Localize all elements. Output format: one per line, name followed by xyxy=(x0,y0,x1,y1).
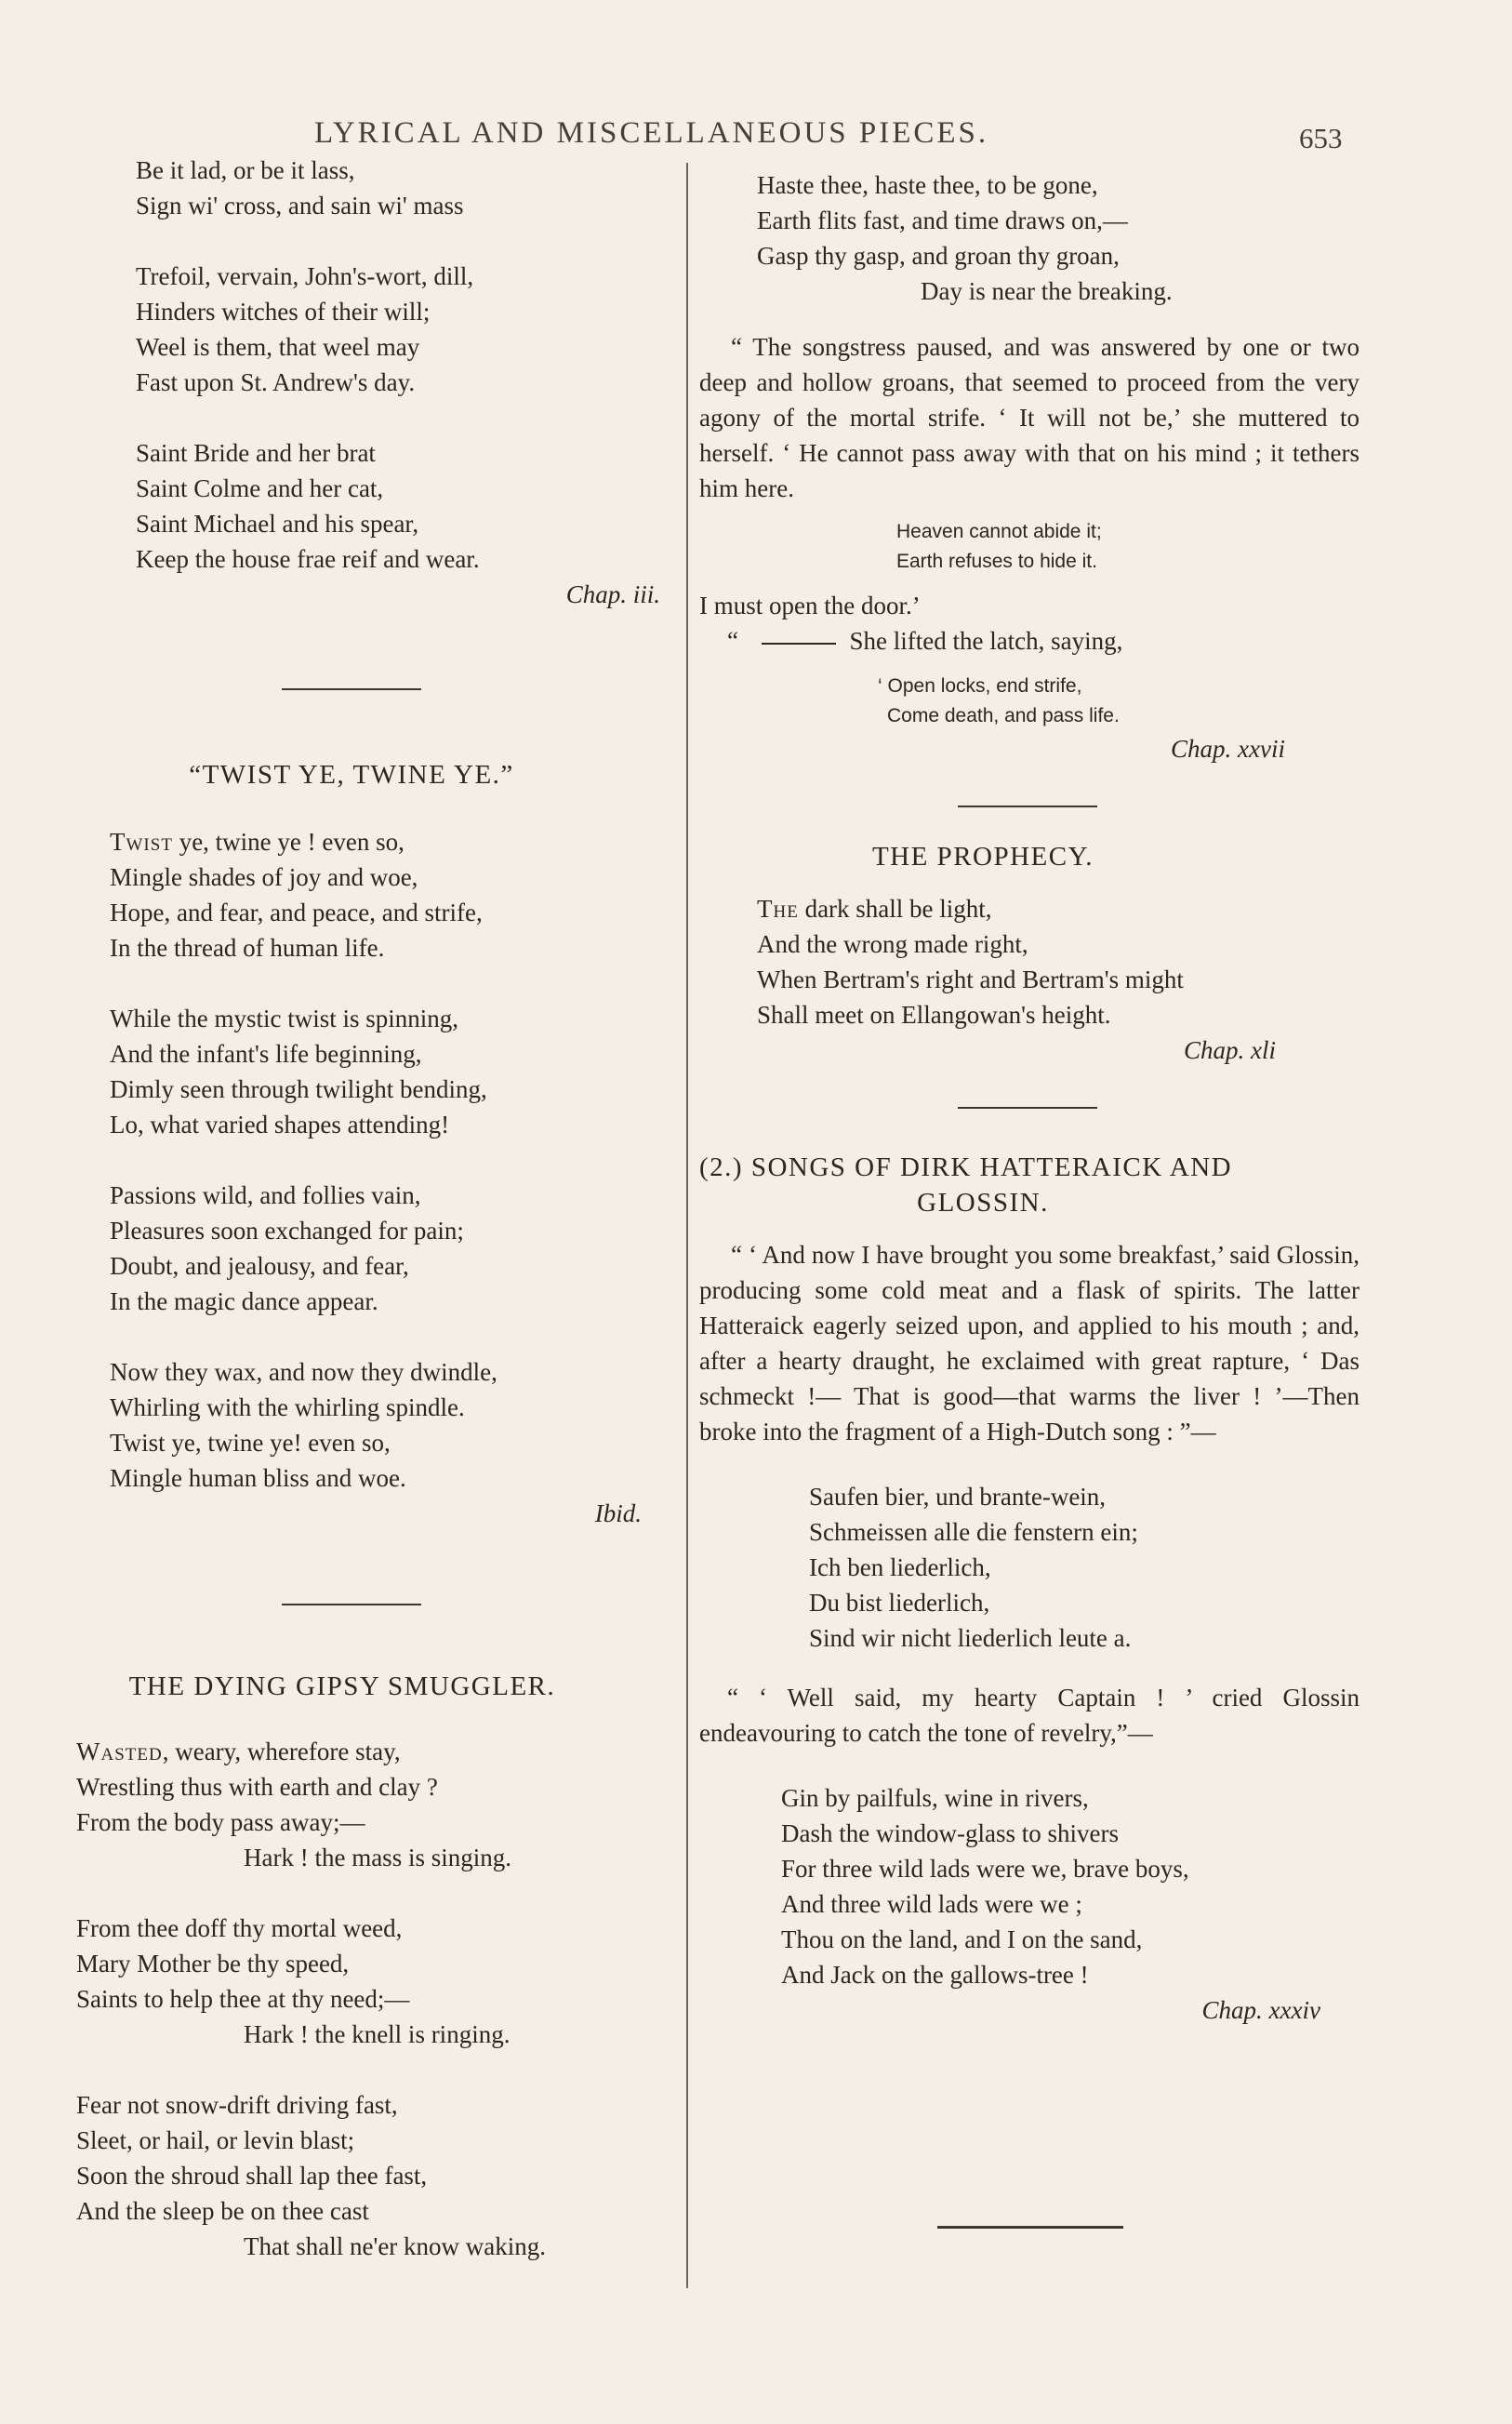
verse-line: Earth refuses to hide it. xyxy=(896,551,1097,572)
verse-line: Haste thee, haste thee, to be gone, xyxy=(757,171,1098,199)
running-title: LYRICAL AND MISCELLANEOUS PIECES. xyxy=(314,116,989,150)
verse-line: And the wrong made right, xyxy=(757,930,1028,958)
verse-line: Mingle shades of joy and woe, xyxy=(110,863,418,891)
verse-line: When Bertram's right and Bertram's might xyxy=(757,966,1184,993)
verse-line: Hark ! the mass is singing. xyxy=(244,1844,511,1871)
songs-title-line2: GLOSSIN. xyxy=(917,1188,1049,1218)
verse-line: And the infant's life beginning, xyxy=(110,1040,422,1068)
verse-line: Du bist liederlich, xyxy=(809,1589,990,1617)
gipsy-stanza-3 xyxy=(76,2087,630,2264)
citation-ibid: Ibid. xyxy=(594,1499,642,1527)
verse-line: Hope, and fear, and peace, and strife, xyxy=(110,899,483,926)
charm-stanza-3 xyxy=(136,435,630,577)
verse-line: Come death, and pass life. xyxy=(887,705,1120,726)
verse-line: Trefoil, vervain, John's-wort, dill, xyxy=(136,262,474,290)
verse-line: In the thread of human life. xyxy=(110,934,385,962)
citation-chap-iii: Chap. iii. xyxy=(565,580,660,608)
verse-line: Shall meet on Ellangowan's height. xyxy=(757,1001,1111,1029)
drop-word: Wasted xyxy=(76,1738,163,1765)
verse-line: Day is near the breaking. xyxy=(921,277,1173,305)
page-number: 653 xyxy=(1299,122,1343,154)
open-locks-verse xyxy=(878,672,1359,731)
verse-line: Mary Mother be thy speed, xyxy=(76,1950,350,1978)
section-rule xyxy=(958,806,1097,807)
verse-line: Now they wax, and now they dwindle, xyxy=(110,1358,497,1386)
drop-word: The xyxy=(757,895,799,923)
dutch-song xyxy=(809,1479,1359,1656)
verse-line-rest: , weary, wherefore stay, xyxy=(162,1738,401,1765)
verse-line: Sign wi' cross, and sain wi' mass xyxy=(136,192,464,220)
verse-line: Saint Colme and her cat, xyxy=(136,474,384,502)
verse-line: For three wild lads were we, brave boys, xyxy=(781,1855,1189,1883)
twist-stanza-4 xyxy=(110,1354,630,1496)
twist-stanza-3 xyxy=(110,1178,630,1319)
verse-line: Dimly seen through twilight bending, xyxy=(110,1075,487,1103)
left-column xyxy=(73,153,660,2264)
verse-line: Fear not snow-drift driving fast, xyxy=(76,2091,398,2119)
verse-line: Saint Bride and her brat xyxy=(136,439,376,467)
latch-text: She lifted the latch, saying, xyxy=(849,627,1123,655)
right-column xyxy=(699,167,1359,2028)
verse-line: And three wild lads were we ; xyxy=(781,1890,1082,1918)
verse-line: Sleet, or hail, or levin blast; xyxy=(76,2126,355,2154)
verse-line-rest: ye, twine ye ! even so, xyxy=(172,828,405,856)
haste-stanza xyxy=(757,167,1359,309)
prose-well-said: “ ‘ Well said, my hearty Captain ! ’ cried Glossin endeavouring to catch the tone of revelry,”— xyxy=(699,1684,1359,1747)
section-rule xyxy=(282,1604,421,1605)
charm-stanza-1 xyxy=(136,153,630,223)
verse-line: Gasp thy gasp, and groan thy groan, xyxy=(757,242,1120,270)
verse-line: Hark ! the knell is ringing. xyxy=(244,2020,511,2048)
verse-line: Sind wir nicht liederlich leute a. xyxy=(809,1624,1132,1652)
verse-line: Weel is them, that weel may xyxy=(136,333,420,361)
twist-stanza-1 xyxy=(110,824,630,966)
verse-line: From the body pass away;— xyxy=(76,1808,365,1836)
section-rule xyxy=(282,688,421,690)
charm-stanza-2 xyxy=(136,259,630,400)
prose-songstress: “ The songstress paused, and was answered by one or two deep and hollow groans, that seemed to proceed from the very agony of the mortal strife. ‘ It will not be,’ she muttered to herself. ‘ He cannot pass away with that on his mind ; it tethers him here. xyxy=(699,333,1359,502)
twist-ye-title: “TWIST YE, TWINE YE.” xyxy=(189,760,514,790)
verse-line: Doubt, and jealousy, and fear, xyxy=(110,1252,409,1280)
verse-line: Saint Michael and his spear, xyxy=(136,510,419,538)
verse-line xyxy=(110,824,630,859)
verse-line: That shall ne'er know waking. xyxy=(244,2232,547,2260)
verse-line: And Jack on the gallows-tree ! xyxy=(781,1961,1089,1989)
prophecy-title: THE PROPHECY. xyxy=(871,842,1094,872)
verse-line: Be it lad, or be it lass, xyxy=(136,156,355,184)
heaven-verse xyxy=(896,517,1359,577)
open-quote: “ xyxy=(727,627,738,655)
verse-line: Soon the shroud shall lap thee fast, xyxy=(76,2162,428,2190)
gipsy-stanza-2 xyxy=(76,1911,630,2052)
verse-line: Twist ye, twine ye! even so, xyxy=(110,1429,391,1457)
twist-stanza-2 xyxy=(110,1001,630,1142)
verse-line xyxy=(757,891,1359,926)
prophecy-stanza xyxy=(757,891,1359,1032)
verse-line: From thee doff thy mortal weed, xyxy=(76,1914,403,1942)
verse-line: Whirling with the whirling spindle. xyxy=(110,1393,465,1421)
verse-line: Pleasures soon exchanged for pain; xyxy=(110,1217,464,1245)
verse-line: While the mystic twist is spinning, xyxy=(110,1005,458,1032)
column-divider xyxy=(686,163,688,2288)
verse-line: Saufen bier, und brante-wein, xyxy=(809,1483,1107,1511)
verse-line: Schmeissen alle die fenstern ein; xyxy=(809,1518,1138,1546)
verse-line: ‘ Open locks, end strife, xyxy=(878,675,1082,697)
verse-line: Heaven cannot abide it; xyxy=(896,521,1102,542)
verse-line-rest: dark shall be light, xyxy=(798,895,992,923)
dying-gipsy-title: THE DYING GIPSY SMUGGLER. xyxy=(128,1671,556,1701)
verse-line: Fast upon St. Andrew's day. xyxy=(136,368,416,396)
verse-line: And the sleep be on thee cast xyxy=(76,2197,369,2225)
verse-line xyxy=(76,1734,630,1769)
verse-line: Gin by pailfuls, wine in rivers, xyxy=(781,1784,1089,1812)
songs-title-line1: (2.) SONGS OF DIRK HATTERAICK AND xyxy=(699,1152,1233,1182)
gin-song xyxy=(781,1780,1359,1992)
citation-chap-xxxiv: Chap. xxxiv xyxy=(1201,1996,1320,2024)
prose-open-door: I must open the door.’ xyxy=(699,592,921,619)
citation-chap-xli: Chap. xli xyxy=(1184,1036,1276,1064)
verse-line: Ich ben liederlich, xyxy=(809,1553,991,1581)
closing-rule xyxy=(937,2226,1123,2229)
prose-breakfast: “ ‘ And now I have brought you some breakfast,’ said Glossin, producing some cold meat and a flask of spirits. The latter Hatteraick eagerly seized upon, and applied to his mouth ; and, after a hearty draught, he exclaimed with great rapture, ‘ Das schmeckt !— That is good—that warms the liver ! ’—Then broke into the fragment of a High-Dutch song : ”— xyxy=(699,1241,1359,1445)
citation-chap-xxvii: Chap. xxvii xyxy=(1171,735,1285,763)
verse-line: In the magic dance appear. xyxy=(110,1287,378,1315)
verse-line: Mingle human bliss and woe. xyxy=(110,1464,406,1492)
drop-word: Twist xyxy=(110,828,173,856)
dash-rule xyxy=(762,643,836,645)
verse-line: Saints to help thee at thy need;— xyxy=(76,1985,410,2013)
verse-line: Hinders witches of their will; xyxy=(136,298,431,326)
gipsy-stanza-1 xyxy=(76,1734,630,1875)
verse-line: Dash the window-glass to shivers xyxy=(781,1819,1119,1847)
verse-line: Thou on the land, and I on the sand, xyxy=(781,1925,1143,1953)
prose-latch xyxy=(699,623,1359,659)
verse-line: Lo, what varied shapes attending! xyxy=(110,1111,450,1139)
verse-line: Wrestling thus with earth and clay ? xyxy=(76,1773,438,1801)
verse-line: Earth flits fast, and time draws on,— xyxy=(757,206,1128,234)
section-rule xyxy=(958,1107,1097,1109)
verse-line: Keep the house frae reif and wear. xyxy=(136,545,480,573)
verse-line: Passions wild, and follies vain, xyxy=(110,1181,421,1209)
